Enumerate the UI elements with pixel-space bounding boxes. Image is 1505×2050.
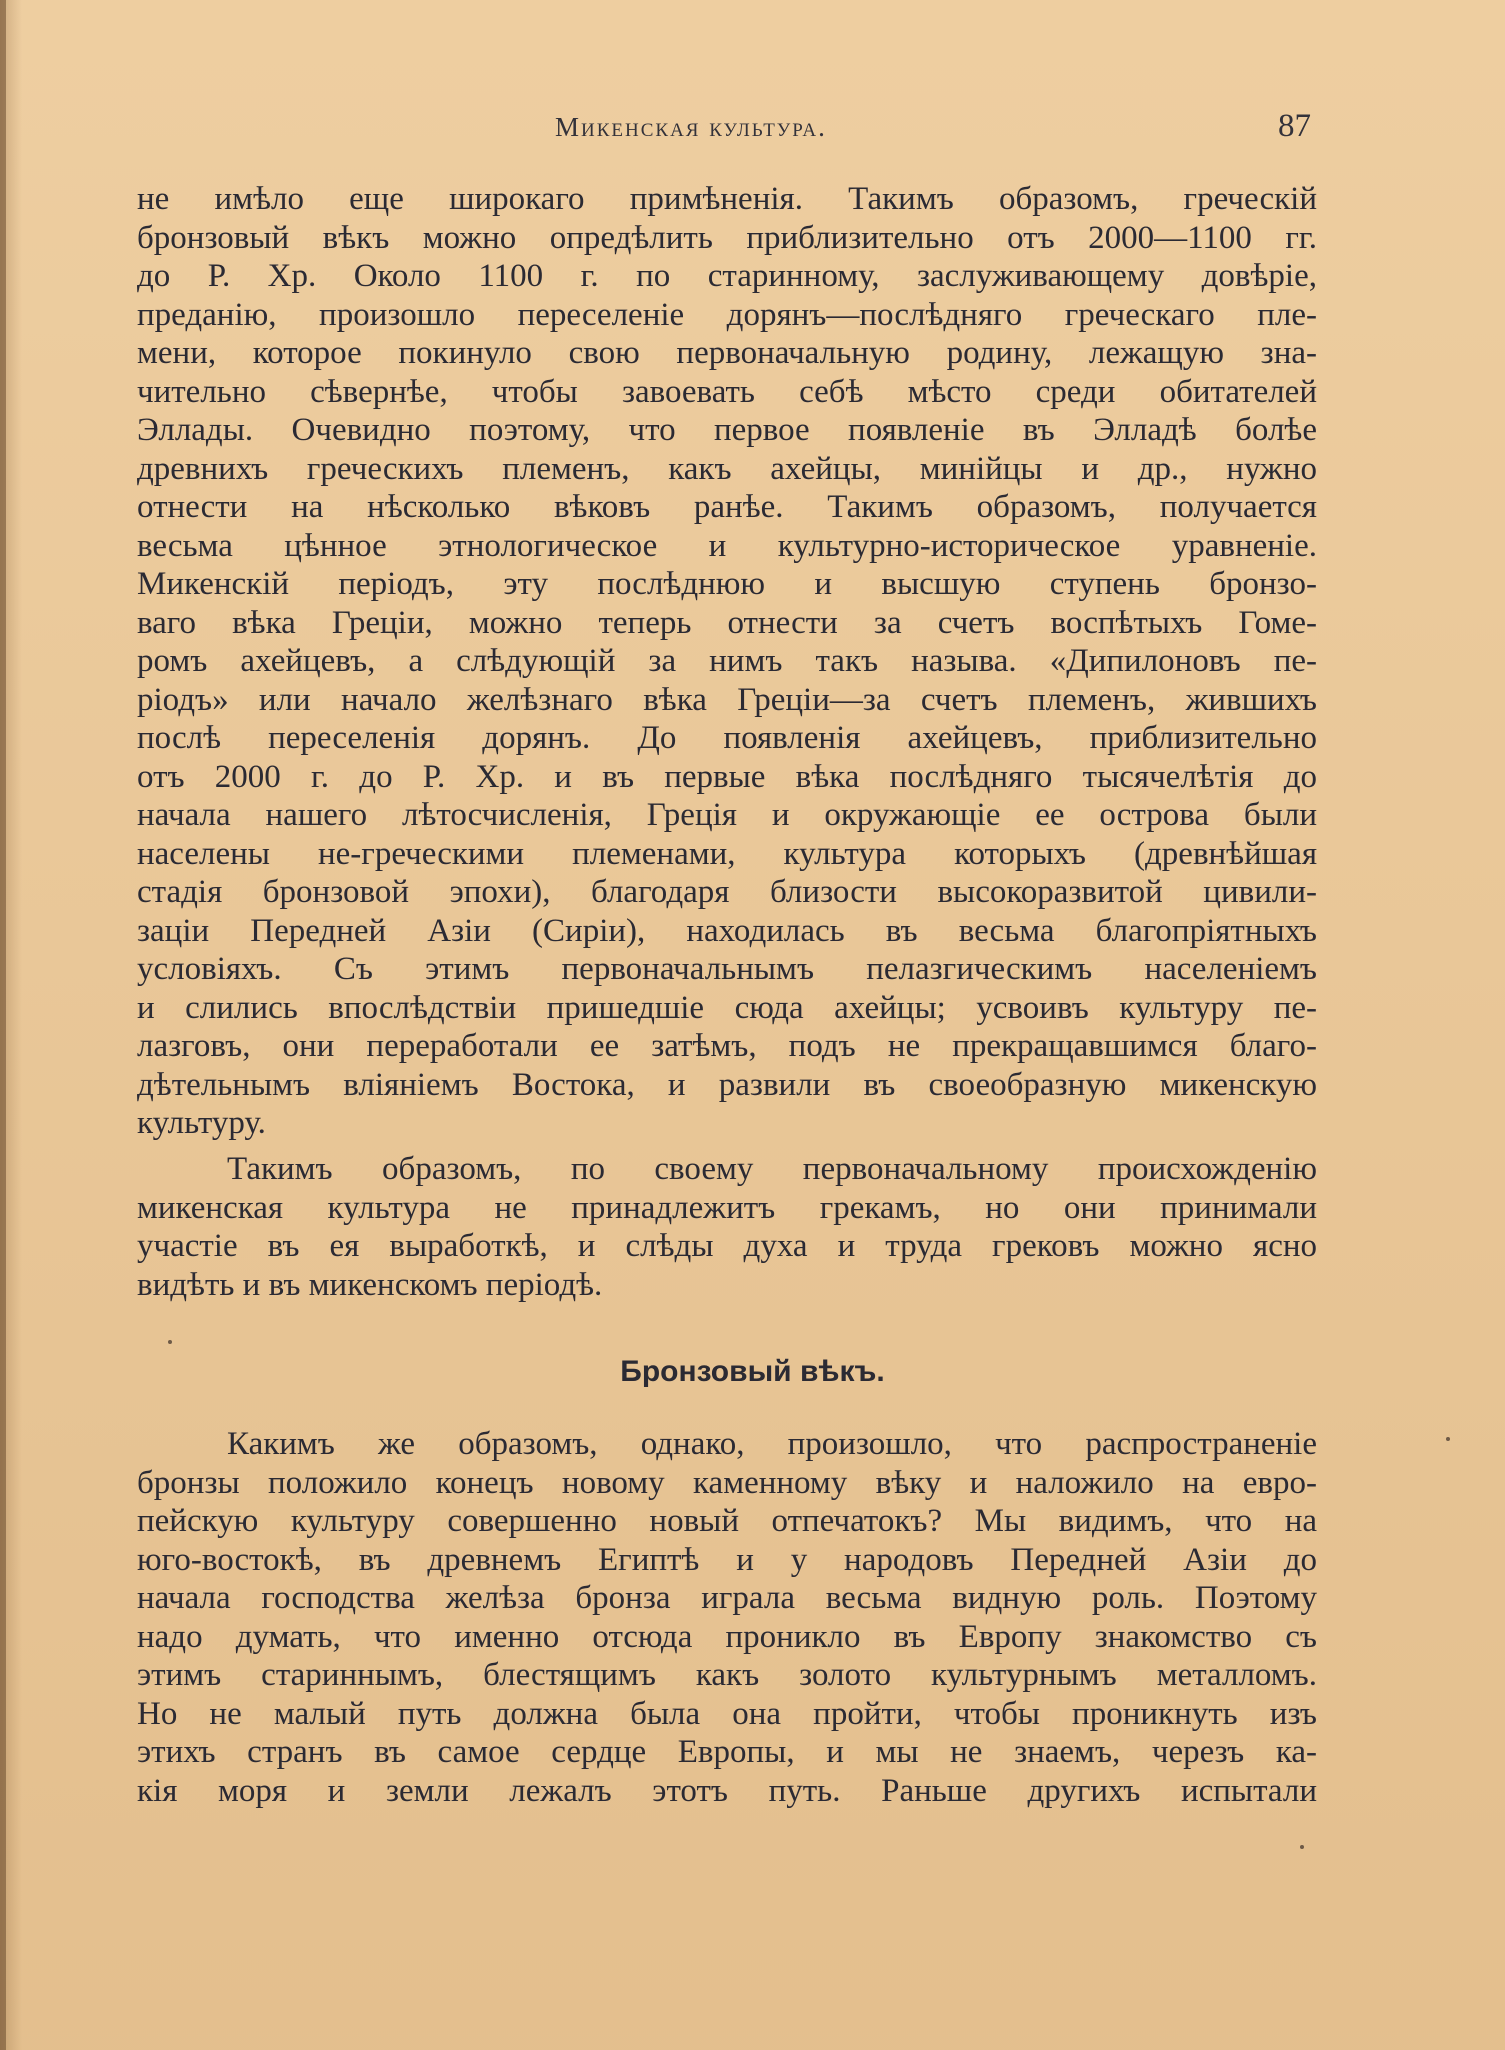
text-line: микенская культура не принадлежитъ грекамъ, но они принимали [137,1189,1317,1226]
text-line: отнести на нѣсколько вѣковъ ранѣе. Такимъ образомъ, получается [137,489,1317,525]
paper-speck [1446,1437,1450,1441]
text-line: населены не-греческими племенами, культура которыхъ (древнѣйшая [137,835,1317,872]
text-line: Какимъ же образомъ, однако, произошло, что распространеніе [227,1426,1317,1462]
text-line: весьма цѣнное этнологическое и культурно-историческое уравненіе. [137,527,1317,564]
text-line: этихъ странъ въ самое сердце Европы, и мы не знаемъ, черезъ ка- [137,1734,1317,1770]
text-line: древнихъ греческихъ племенъ, какъ ахейцы, минійцы и др., нужно [137,450,1317,487]
text-line: Но не малый путь должна была она пройти, чтобы проникнуть изъ [137,1695,1317,1732]
text-line: начала господства желѣза бронза играла весьма видную роль. Поэтому [137,1580,1317,1616]
text-line: стадія бронзовой эпохи), благодаря близости высокоразвитой цивили- [137,874,1317,910]
paper-speck [1300,1845,1304,1849]
page-number: 87 [1278,108,1311,144]
text-line: пейскую культуру совершенно новый отпечатокъ? Мы видимъ, что на [137,1503,1317,1539]
text-line: ріодъ» или начало желѣзнаго вѣка Греціи—за счетъ племенъ, жившихъ [137,681,1317,718]
text-line: мени, которое покинуло свою первоначальную родину, лежащую зна- [137,335,1317,371]
text-line: ромъ ахейцевъ, а слѣдующій за нимъ такъ называ. «Дипилоновъ пе- [137,643,1317,679]
text-line: культуру. [137,1105,266,1141]
text-line: не имѣло еще широкаго примѣненія. Такимъ образомъ, греческій [137,181,1317,217]
text-line: условіяхъ. Съ этимъ первоначальнымъ пелазгическимъ населеніемъ [137,951,1317,987]
paper-speck [168,1340,172,1344]
text-line: преданію, произошло переселеніе дорянъ—послѣдняго греческаго пле- [137,296,1317,333]
paragraph [137,1150,1317,1304]
text-line: дѣтельнымъ вліяніемъ Востока, и развили въ своеобразную микенскую [137,1066,1317,1103]
paragraph [137,1425,1317,1810]
text-line: Эллады. Очевидно поэтому, что первое появленіе въ Элладѣ болѣе [137,412,1317,448]
section-heading: Бронзовый вѣкъ. [620,1355,885,1388]
text-line: послѣ переселенія дорянъ. До появленія ахейцевъ, приблизительно [137,720,1317,756]
text-line: Такимъ образомъ, по своему первоначальному происхожденію [227,1151,1317,1187]
text-line: лазговъ, они переработали ее затѣмъ, подъ не прекращавшимся благо- [137,1028,1317,1064]
text-line: заціи Передней Азіи (Сиріи), находилась въ весьма благопріятныхъ [137,912,1317,949]
text-line: бронзовый вѣкъ можно опредѣлить приблизительно отъ 2000—1100 гг. [137,219,1317,256]
page-binding-edge [0,0,6,2050]
text-line: отъ 2000 г. до Р. Хр. и въ первые вѣка послѣдняго тысячелѣтія до [137,758,1317,795]
text-line: и слились впослѣдствіи пришедшіе сюда ахейцы; усвоивъ культуру пе- [137,989,1317,1026]
paragraph-continued [137,180,1317,1143]
text-line: Микенскій періодъ, эту послѣднюю и высшую ступень бронзо- [137,566,1317,602]
running-head: Микенская культура. [555,112,827,142]
text-line: видѣть и въ микенскомъ періодѣ. [137,1266,603,1303]
text-line: до Р. Хр. Около 1100 г. по старинному, заслуживающему довѣріе, [137,258,1317,294]
text-line: этимъ стариннымъ, блестящимъ какъ золото культурнымъ металломъ. [137,1657,1317,1693]
text-line: начала нашего лѣтосчисленія, Греція и окружающіе ее острова были [137,797,1317,833]
text-line: юго-востокѣ, въ древнемъ Египтѣ и у народовъ Передней Азіи до [137,1541,1317,1578]
text-line: участіе въ ея выработкѣ, и слѣды духа и труда грековъ можно ясно [137,1228,1317,1264]
text-line: надо думать, что именно отсюда проникло въ Европу знакомство съ [137,1618,1317,1655]
text-line: чительно сѣвернѣе, чтобы завоевать себѣ мѣсто среди обитателей [137,373,1317,410]
text-line: ваго вѣка Греціи, можно теперь отнести за счетъ воспѣтыхъ Гоме- [137,604,1317,641]
text-line: бронзы положило конецъ новому каменному вѣку и наложило на евро- [137,1464,1317,1501]
text-line: кія моря и земли лежалъ этотъ путь. Раньше другихъ испытали [137,1772,1317,1809]
